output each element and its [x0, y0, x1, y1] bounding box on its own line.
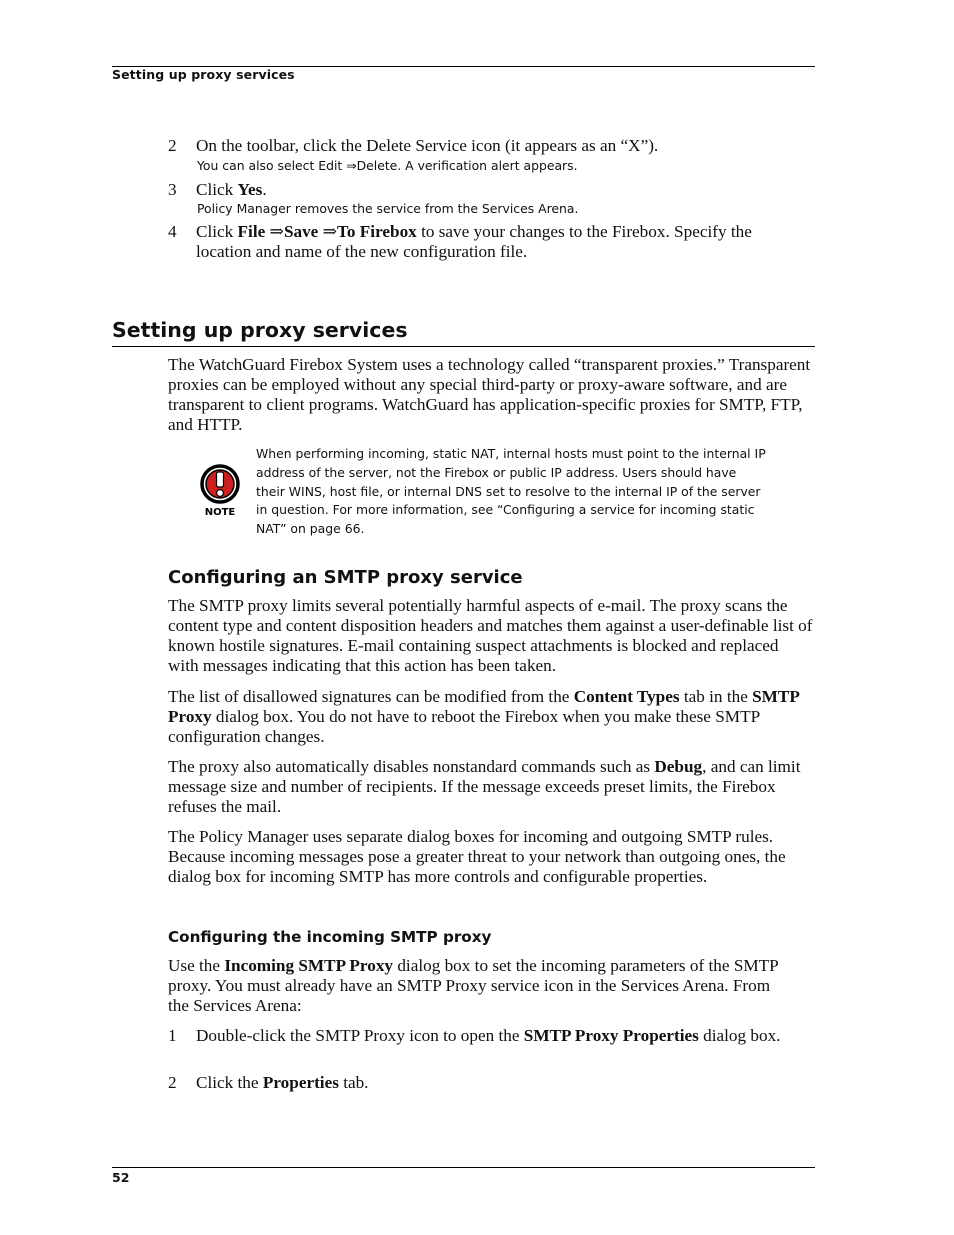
- step-number: 3: [168, 180, 177, 199]
- step-number: 2: [168, 1073, 177, 1092]
- paragraph: Use the Incoming SMTP Proxy dialog box to set the incoming parameters of the SMTP proxy. You must already have an SMTP Proxy service icon in the Services Arena. From the Services Arena:: [168, 956, 779, 1015]
- step-text: Click Yes.: [196, 180, 267, 199]
- paragraph: The list of disallowed signatures can be modified from the Content Types tab in the SMTP Proxy dialog box. You do not have to reboot the Firebox when you make these SMTP configuration changes.: [168, 687, 799, 746]
- section-rule: [112, 346, 815, 347]
- paragraph: The proxy also automatically disables nonstandard commands such as Debug, and can limit message size and number of recipients. If the message exceeds preset limits, the Firebox refuses the mail.: [168, 757, 801, 816]
- paragraph: The SMTP proxy limits several potentially harmful aspects of e-mail. The proxy scans the content type and content disposition headers and matches them against a user-definable list of known hostile signatures. E-mail containing suspect attachments is blocked and replaced with messages indicating that this action has been taken.: [168, 596, 813, 675]
- intro-paragraph: The WatchGuard Firebox System uses a technology called “transparent proxies.” Transparent proxies can be employed without any special third-party or proxy-aware software, and are transparent to client programs. WatchGuard has application-specific proxies for SMTP, FTP, and HTTP.: [168, 355, 811, 434]
- section-heading: Setting up proxy services: [112, 318, 408, 342]
- arrow-icon: ⇒: [269, 222, 284, 241]
- subsection-heading: Configuring an SMTP proxy service: [168, 567, 523, 588]
- running-header: Setting up proxy services: [112, 67, 295, 82]
- step-text: On the toolbar, click the Delete Service icon (it appears as an “X”).: [196, 136, 659, 155]
- step-number: 4: [168, 222, 177, 241]
- step-text: Double-click the SMTP Proxy icon to open the SMTP Proxy Properties dialog box.: [196, 1026, 781, 1045]
- step-note: You can also select Edit ⇒Delete. A verification alert appears.: [197, 158, 578, 173]
- arrow-icon: ⇒: [346, 158, 357, 173]
- step-number: 2: [168, 136, 177, 155]
- minor-heading: Configuring the incoming SMTP proxy: [168, 928, 492, 946]
- note-text: When performing incoming, static NAT, internal hosts must point to the internal IP address of the server, not the Firebox or public IP address. Users should have their WINS, host file, or internal DNS set to resolve to the internal IP of the server in question. For more information, see “Configuring a service for incoming static NAT” on page 66.: [256, 446, 766, 537]
- step-text: Click the Properties tab.: [196, 1073, 369, 1092]
- arrow-icon: ⇒: [322, 222, 338, 241]
- footer-rule: [112, 1167, 815, 1168]
- note-icon-label: NOTE: [204, 507, 236, 518]
- page-number: 52: [112, 1170, 130, 1185]
- step-text: Click File ⇒Save ⇒To Firebox to save your changes to the Firebox. Specify the location and name of the new configuration file.: [196, 222, 752, 261]
- step-note: Policy Manager removes the service from the Services Arena.: [197, 201, 579, 216]
- paragraph: The Policy Manager uses separate dialog boxes for incoming and outgoing SMTP rules. Because incoming messages pose a greater threat to your network than outgoing ones, the dialog box for incoming SMTP has more controls and configurable properties.: [168, 827, 786, 886]
- note-icon: [199, 463, 241, 519]
- step-number: 1: [168, 1026, 177, 1045]
